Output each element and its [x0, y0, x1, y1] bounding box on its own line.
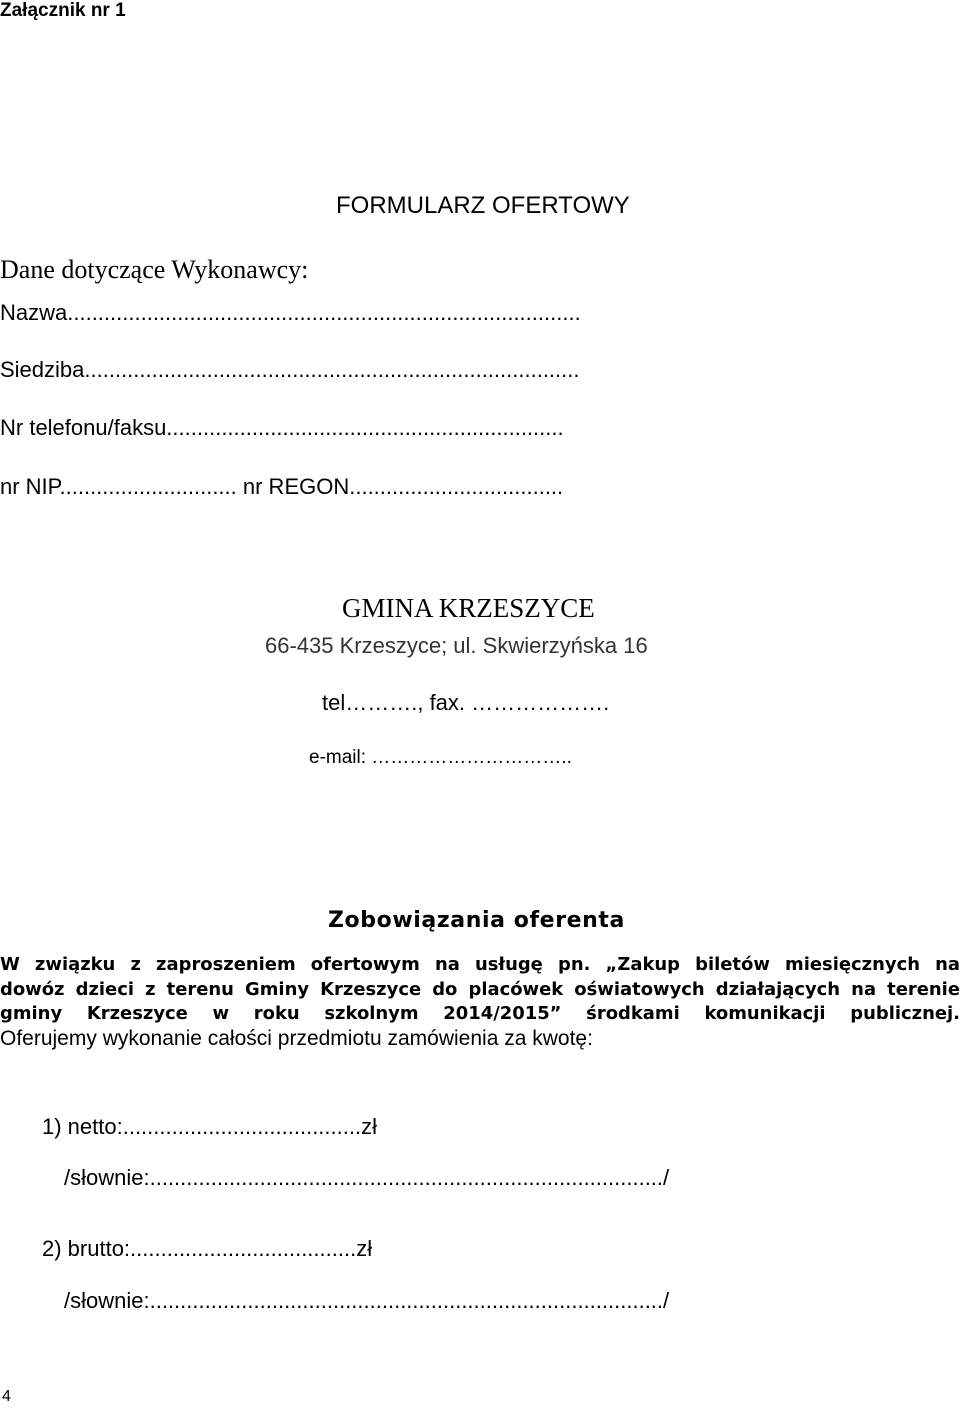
recipient-name: GMINA KRZESZYCE — [342, 593, 595, 623]
obligations-title: Zobowiązania oferenta — [328, 908, 625, 933]
annex-label: Załącznik nr 1 — [0, 0, 126, 21]
gross-amount-field: 2) brutto:.....................................zł — [42, 1236, 373, 1261]
obligations-line: dowóz dzieci z terenu Gminy Krzeszyce do placówek oświatowych działających na terenie — [0, 979, 960, 1000]
obligations-line: gminy Krzeszyce w roku szkolnym 2014/2015” środkami komunikacji publicznej. — [0, 1003, 960, 1024]
recipient-tel-fax: tel………., fax. ………………. — [322, 690, 610, 715]
contractor-phone-field: Nr telefonu/faksu................................................................. — [0, 415, 564, 440]
recipient-address: 66-435 Krzeszyce; ul. Skwierzyńska 16 — [265, 633, 648, 658]
net-amount-field: 1) netto:.......................................zł — [42, 1114, 377, 1139]
page-number: 4 — [2, 1388, 11, 1405]
contractor-heading: Dane dotyczące Wykonawcy: — [0, 255, 309, 284]
obligations-offer-line: Oferujemy wykonanie całości przedmiotu zamówienia za kwotę: — [0, 1027, 593, 1050]
contractor-nip-regon-field: nr NIP............................. nr REGON................................... — [0, 474, 564, 499]
net-amount-words-field: /słownie:..................................................................................../ — [64, 1165, 670, 1190]
recipient-email: e-mail: ………………………….. — [309, 747, 572, 768]
contractor-name-field: Nazwa.................................................................................... — [0, 300, 581, 325]
contractor-seat-field: Siedziba................................................................................. — [0, 357, 580, 382]
obligations-line: W związku z zaproszeniem ofertowym na usługę pn. „Zakup biletów miesięcznych na — [0, 954, 960, 975]
gross-amount-words-field: /słownie:..................................................................................../ — [64, 1288, 670, 1313]
form-title: FORMULARZ OFERTOWY — [336, 192, 630, 219]
